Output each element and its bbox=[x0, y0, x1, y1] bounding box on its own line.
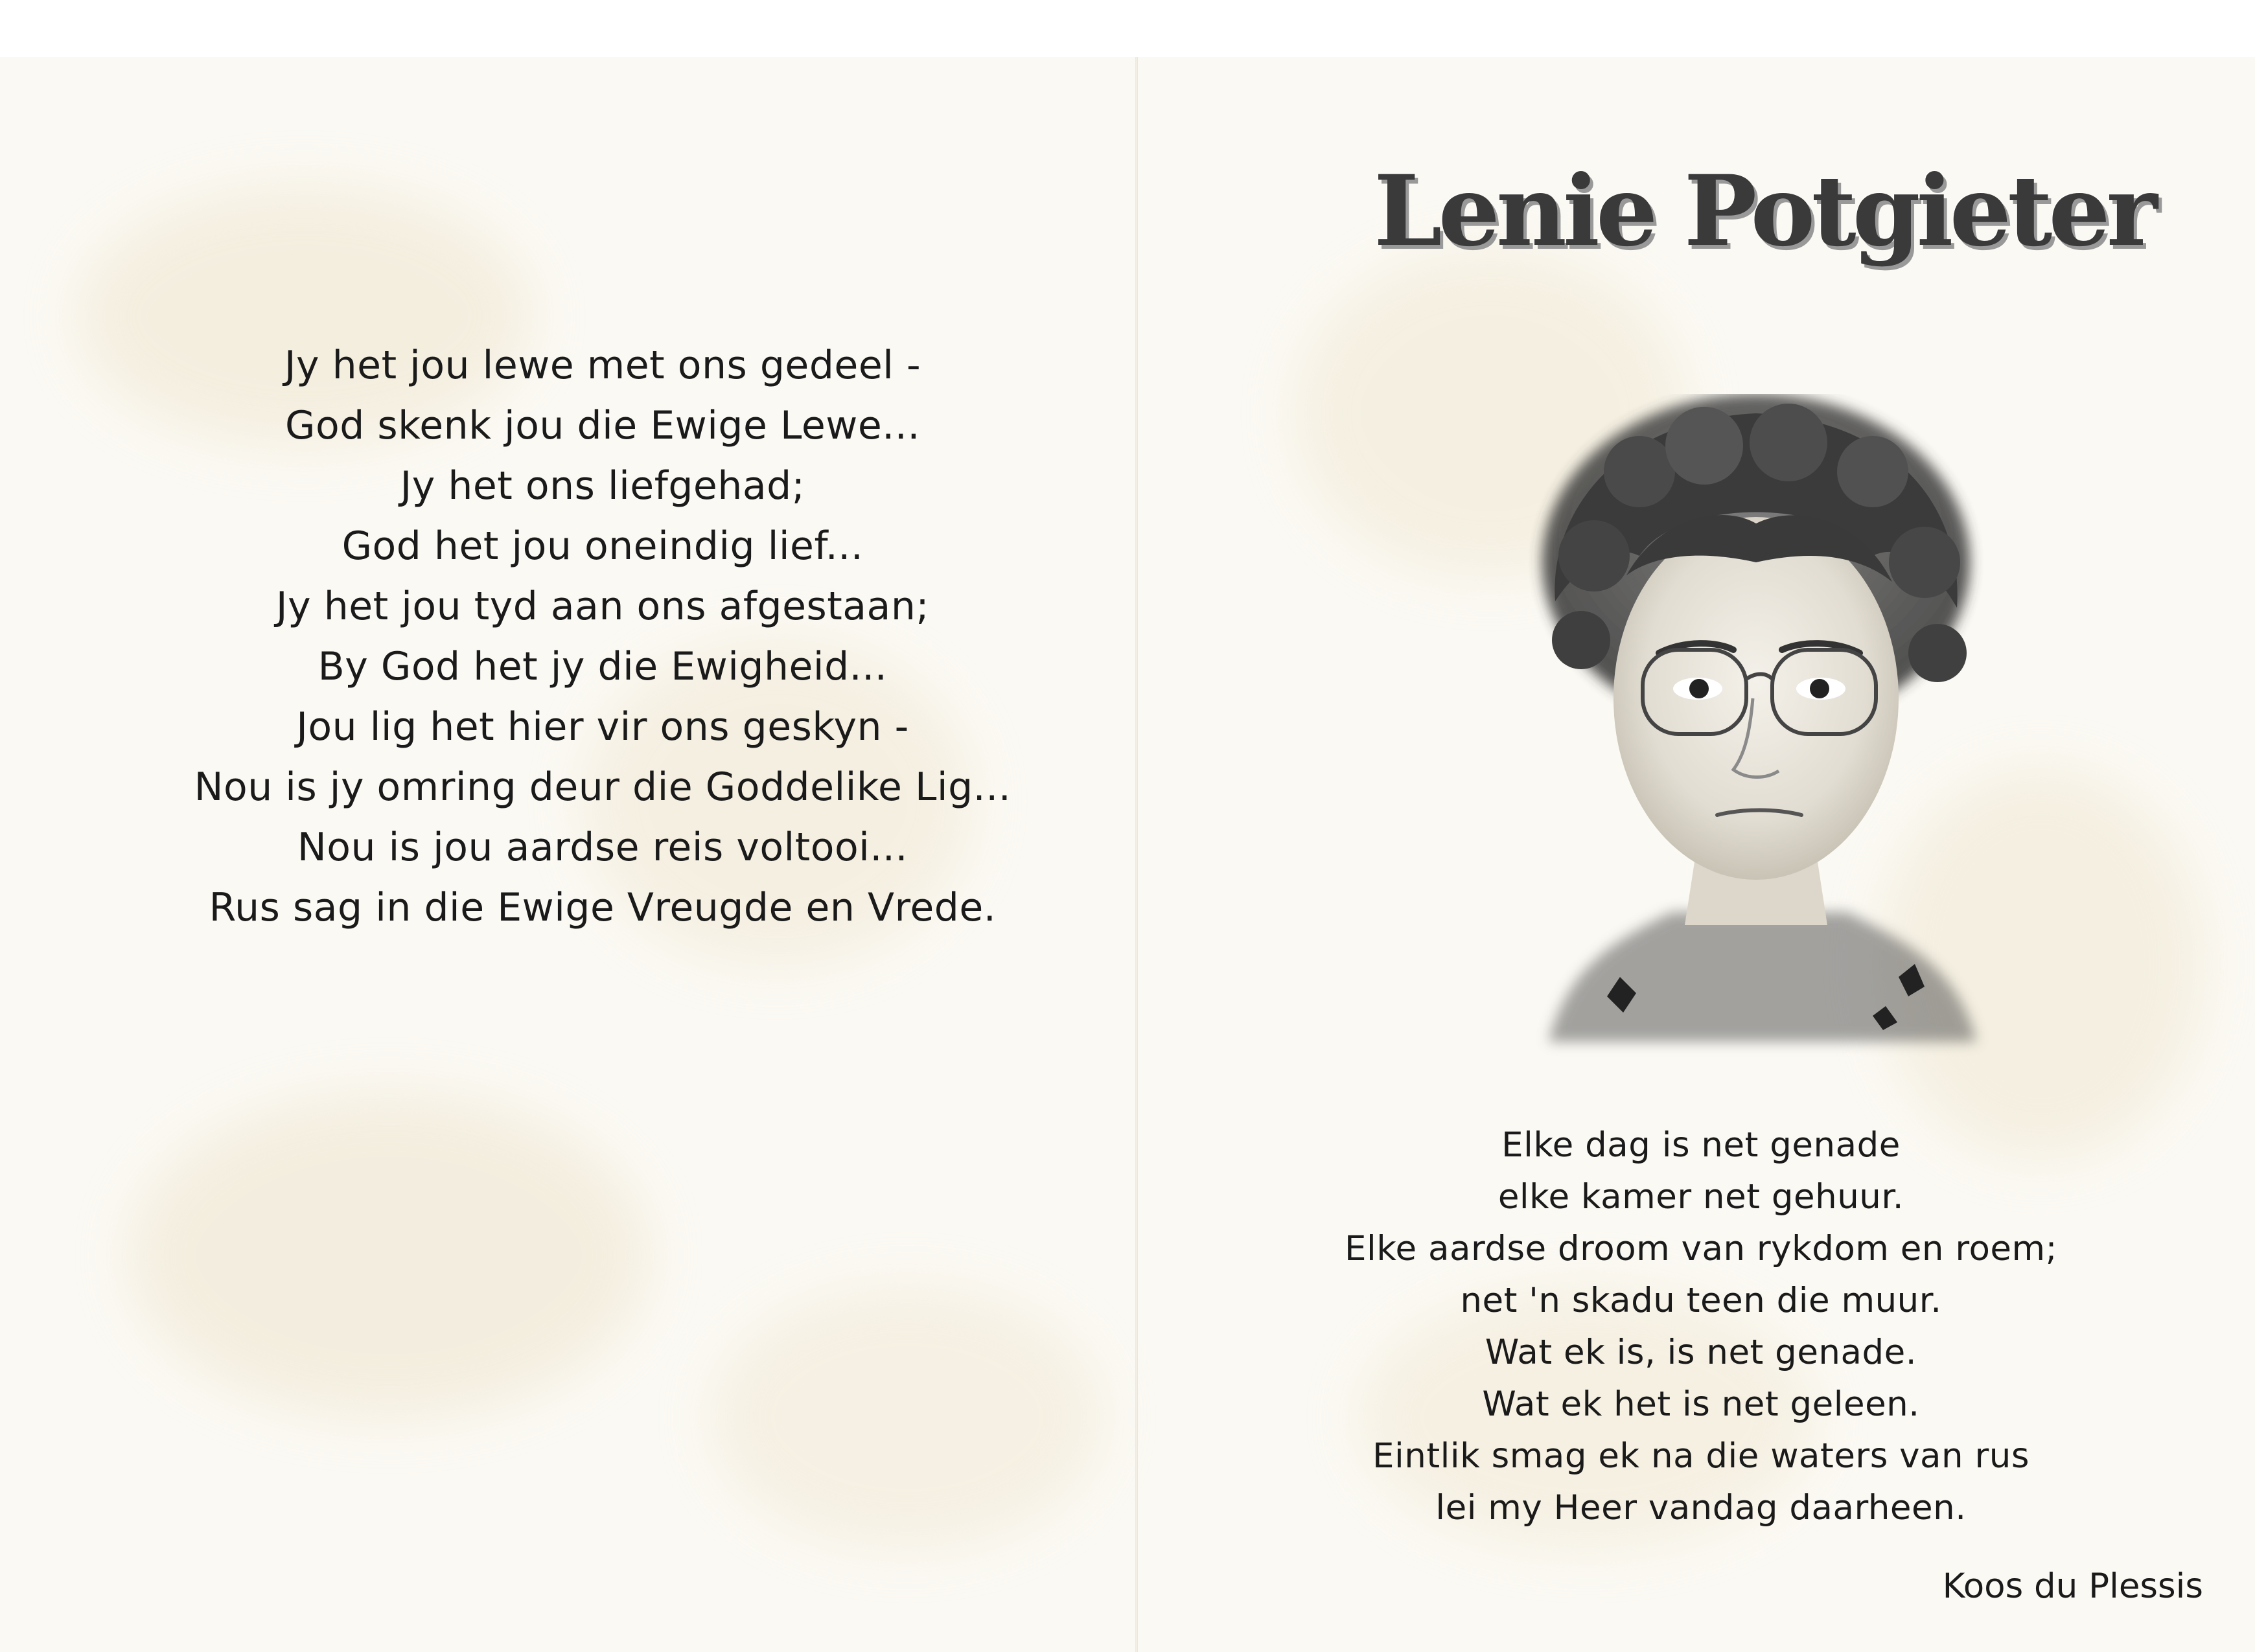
poem-author: Koos du Plessis bbox=[1942, 1566, 2203, 1606]
poem-line: Wat ek is, is net genade. bbox=[1485, 1333, 1917, 1372]
poem-line: Nou is jou aardse reis voltooi... bbox=[297, 825, 908, 870]
poem-line: God het jou oneindig lief... bbox=[341, 523, 864, 569]
poem-line: Rus sag in die Ewige Vreugde en Vrede. bbox=[209, 885, 997, 930]
paper-texture bbox=[713, 1288, 1102, 1547]
page-title: Lenie Potgieter bbox=[1374, 154, 2154, 268]
right-poem bbox=[1315, 1119, 2087, 1534]
poem-line: Jou lig het hier vir ons geskyn - bbox=[296, 704, 909, 750]
poem-line: lei my Heer vandag daarheen. bbox=[1435, 1488, 1967, 1528]
memorial-card bbox=[0, 57, 2255, 1652]
poem-line: Wat ek het is net geleen. bbox=[1482, 1384, 1920, 1424]
poem-line: Elke aardse droom van rykdom en roem; bbox=[1345, 1229, 2057, 1268]
poem-line: Jy het jou tyd aan ons afgestaan; bbox=[275, 584, 930, 629]
center-fold bbox=[1135, 57, 1138, 1652]
poem-line: Elke dag is net genade bbox=[1501, 1125, 1901, 1165]
poem-line: net 'n skadu teen die muur. bbox=[1460, 1281, 1942, 1320]
poem-line: Nou is jy omring deur die Goddelike Lig... bbox=[194, 764, 1012, 810]
portrait-photo bbox=[1510, 394, 2002, 1061]
poem-line: Jy het jou lewe met ons gedeel - bbox=[284, 343, 921, 388]
left-poem bbox=[168, 336, 1037, 938]
paper-texture bbox=[130, 1094, 648, 1417]
poem-line: Jy het ons liefgehad; bbox=[400, 463, 805, 509]
poem-line: elke kamer net gehuur. bbox=[1498, 1177, 1904, 1217]
poem-line: God skenk jou die Ewige Lewe... bbox=[285, 403, 920, 448]
poem-line: Eintlik smag ek na die waters van rus bbox=[1372, 1436, 2030, 1476]
poem-line: By God het jy die Ewigheid... bbox=[318, 644, 888, 689]
